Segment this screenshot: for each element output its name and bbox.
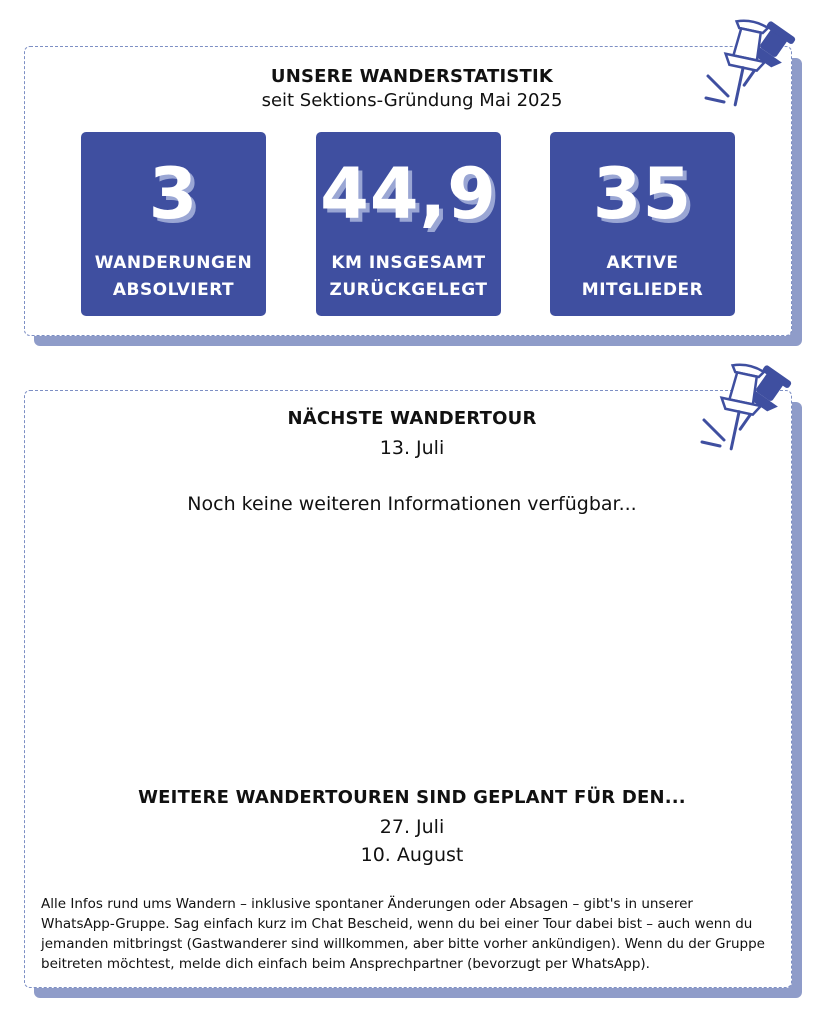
stat-value: 44,9 [320, 153, 497, 235]
info-line: Alle Infos rund ums Wandern – inklusive spontaner Änderungen oder Absagen – gibt's in unserer [41, 896, 693, 912]
stat-box-hikes [81, 132, 266, 316]
stat-label-line: ZURÜCKGELEGT [329, 280, 488, 300]
info-line: beitreten möchtest, melde dich einfach beim Ansprechpartner (bevorzugt per WhatsApp). [41, 956, 650, 972]
stat-box-kilometers [316, 132, 501, 316]
stat-value: 3 [148, 153, 199, 235]
next-tour-date: 13. Juli [379, 437, 445, 459]
stat-box-members [550, 132, 735, 316]
stats-title: UNSERE WANDERSTATISTIK [270, 66, 554, 87]
stat-label-line: WANDERUNGEN [94, 253, 253, 273]
stat-label [81, 250, 266, 304]
planned-tour-date: 27. Juli [379, 816, 445, 838]
stats-subtitle: seit Sektions-Gründung Mai 2025 [261, 90, 563, 111]
stat-label [316, 250, 501, 304]
whatsapp-info-text [41, 894, 781, 974]
planned-tour-date: 10. August [360, 844, 464, 866]
next-tour-title: NÄCHSTE WANDERTOUR [287, 408, 537, 429]
pushpin-icon [700, 14, 796, 114]
stat-label-line: MITGLIEDER [581, 280, 704, 300]
pushpin-icon [696, 358, 792, 458]
info-line: jemanden mitbringst (Gastwanderer sind willkommen, aber bitte vorher ankündigen). Wenn du der Gruppe [41, 936, 765, 952]
stat-label [550, 250, 735, 304]
stat-label-line: ABSOLVIERT [112, 280, 235, 300]
planned-tours-title: WEITERE WANDERTOUREN SIND GEPLANT FÜR DEN... [138, 787, 686, 808]
info-line: WhatsApp-Gruppe. Sag einfach kurz im Chat Bescheid, wenn du bei einer Tour dabei bist – auch wenn du [41, 916, 753, 932]
stat-label-line: KM INSGESAMT [331, 253, 486, 273]
next-tour-info: Noch keine weiteren Informationen verfügbar... [187, 493, 637, 515]
stat-label-line: AKTIVE [606, 253, 679, 273]
stat-value: 35 [592, 153, 693, 235]
